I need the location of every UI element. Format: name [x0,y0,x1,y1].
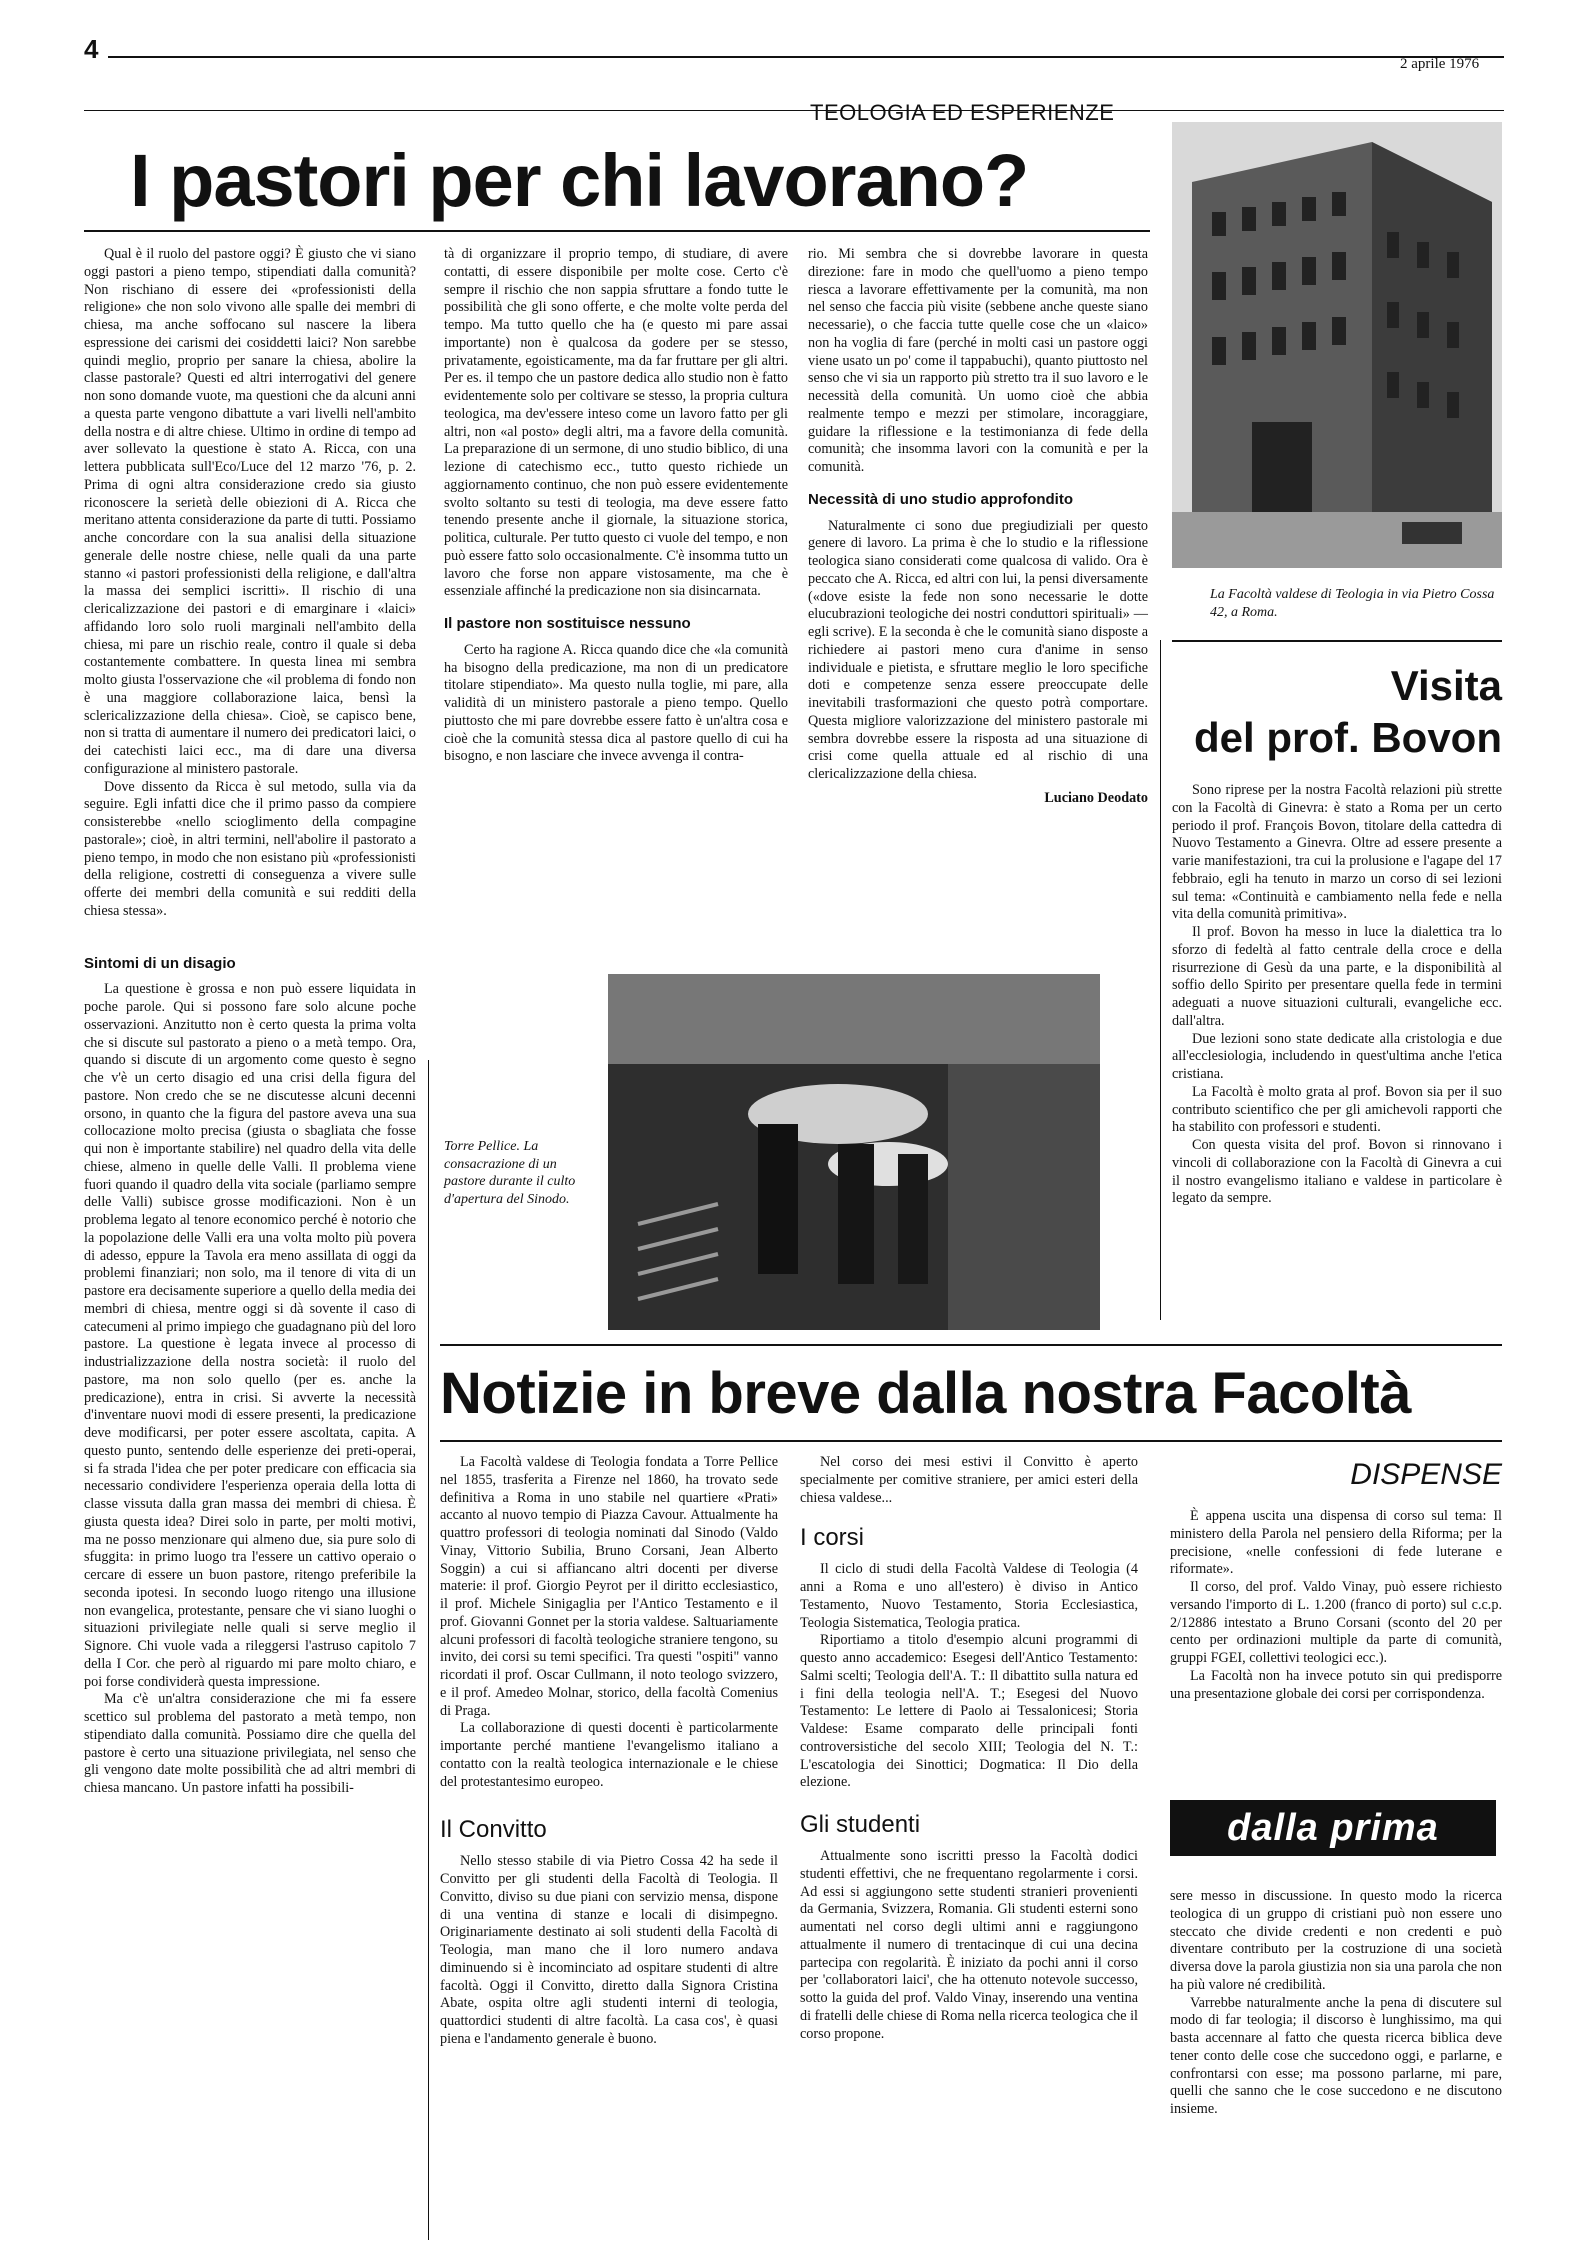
dispense-body [1170,1508,1502,1703]
paragraph: Certo ha ragione A. Ricca quando dice che «la comunità ha bisogno della predicazione, ma non di un predicatore titolare stipendiato». Ma questo nulla toglie, mi pare, alla validità di un ministero pastorale a pieno tempo. Quello piuttosto che mi pare dovrebbe essere fatto è un'altra cosa e cioè che la comunità stessa dica al pastore quello di cui ha bisogno, e non lasciare che invece avvenga il contra- [444,641,788,765]
section-rule [84,110,1504,111]
visita-rule [1172,640,1502,642]
notizie-title: Notizie in breve dalla nostra Facoltà [440,1361,1411,1426]
paragraph: La collaborazione di questi docenti è particolarmente importante perché mantiene l'evangelismo italiano a contatto con la realtà teologica internazionale e le chiese del protestantesimo europeo. [440,1720,778,1790]
subheading: Il pastore non sostituisce nessuno [444,615,691,632]
section-label: TEOLOGIA ED ESPERIENZE [810,100,1115,125]
column-rule [1160,640,1161,1320]
photo2-caption: Torre Pellice. La consacrazione di un pastore durante il culto d'apertura del Sinodo. [444,1139,576,1207]
paragraph: Sono riprese per la nostra Facoltà relazioni più strette con la Facoltà di Ginevra: è stato a Roma per un certo periodo il prof. François Bovon, titolare della cattedra di Nuovo Testamento a Ginevra. Oltre ad essere presente a varie manifestazioni, tra cui la prolusione e l'agape del 17 febbraio, egli ha tenuto in marzo un corso di sei lezioni sul tema: «Continuità e cambiamento nella fede e nella vita della comunità primitiva». [1172,782,1502,923]
studenti-heading: Gli studenti [800,1811,921,1838]
visita-body [1172,782,1502,1208]
paragraph: tà di organizzare il proprio tempo, di studiare, di avere contatti, di essere disponibile per molte cose. Certo c'è sempre il rischio che non sappia sfruttare a fondo tutte le possibilità che gli sono offerte, e che molte volte perda del tempo. Ma tutto quello che ha (e questo mi pare assai importante) non è qualcosa da godere per se stesso, privatamente, egoisticamente, ma da far fruttare per gli altri. Per es. il tempo che un pastore dedica allo studio non è fatto evidentemente solo per coltivare se stesso, la propria cultura teologica, ma dev'essere inteso come un lavoro fatto per gli altri, non «al posto» degli altri, ma a favore della comunità. La preparazione di un sermone, di uno studio biblico, di una lezione di catechismo ecc., tutto questo richiede un aggiornamento continuo, che non può essere evidentemente svolto soltanto su testi di teologia, ma deve essere fatto tenendo presente anche il giornale, la situazione storica, politica, culturale. Per tutto questo ci vuole del tempo, e non può essere fatto solo occasionalmente. C'è insomma tutto un lavoro che forse non appare vistosamente, ma che è essenziale affinché la predicazione non sia disincarnata. [444,246,788,600]
paragraph: Dove dissento da Ricca è sul metodo, sulla via da seguire. Egli infatti dice che il primo passo da compiere consisterebbe «nello scioglimento della compagine pastorale»; cioè, in altri termini, nell'abolire il pastorato a pieno tempo, in modo che non esistano più «professionisti della religione, costretti di conseguenza a vivere sulle offerte dei membri della comunità e sui redditi della chiesa stessa». [84,778,416,919]
paragraph: Il corso, del prof. Valdo Vinay, può essere richiesto versando l'importo di L. 1.200 (franco di porto) sul c.c.p. 2/12886 intestato a Bruno Corsani (sconto del 20 per cento per ordinazioni multiple da parte di comunità, gruppi FGEI, collettivi teologici ecc.). [1170,1579,1502,1666]
notizie-bottom-rule [440,1440,1502,1442]
header-rule [108,56,1504,58]
article-title: I pastori per chi lavorano? [130,139,1029,222]
page-number: 4 [84,34,99,64]
paragraph: Nello stesso stabile di via Pietro Cossa 42 ha sede il Convitto per gli studenti della Facoltà di Teologia. Il Convitto, diviso su due piani con servizio mensa, dispone di una ventina di stanze e locali di disimpegno. Originariamente destinato ai soli studenti della Facoltà di Teologia, man mano che il loro numero andava diminuendo si è incominciato ad ospitare studenti di altre facoltà. Oggi il Convitto, diretto dalla Signora Cristina Abate, ospita oltre agli studenti interni di teologia, quattordici studenti di altre facoltà. La casa cos', è quasi piena e l'andamento generale è buono. [440,1853,778,2047]
visita-title-1: Visita [1390,662,1502,709]
paragraph: La Facoltà non ha invece potuto sin qui predisporre una presentazione globale dei corsi per corrispondenza. [1170,1667,1502,1702]
dalla-prima-banner [1170,1800,1496,1856]
paragraph: Il ciclo di studi della Facoltà Valdese di Teologia (4 anni a Roma e uno all'estero) è diviso in Antico Testamento, Nuovo Testamento, Storia Ecclesiastica, Teologia Sistematica, Teologia pratica. [800,1561,1138,1631]
paragraph: È appena uscita una dispensa di corso sul tema: Il ministero della Parola nel pensiero della Riforma; per la precisione, «nelle confessioni di fede luterane e riformate». [1170,1508,1502,1578]
paragraph: Qual è il ruolo del pastore oggi? È giusto che vi siano oggi pastori a pieno tempo, stipendiati dalla comunità? Non rischiano di essere dei «professionisti della religione» che non solo vivono alle spalle dei membri di chiesa, ma anche soffocano sul nascere la libera espressione dei carismi dei cosiddetti laici? Non sarebbe quindi meglio, proprio per sanare la chiesa, abolire la classe pastorale? Questi ed altri interrogativi del genere non sono domande vuote, ma questioni che da alcuni anni a questa parte vengono dibattute a vari livelli nell'ambito della nostra e di altre chiese. Ultimo in ordine di tempo ad aver sollevato la questione è stato A. Ricca, con una lettera pubblicata sull'Eco/Luce del 12 marzo '76, p. 2. Prima di ogni altra considerazione credo sia giusto riconoscere la serietà delle obiezioni di A. Ricca che meritano attenta considerazione da parte di tutti. Possiamo anche concordare con la sua analisi della situazione generale delle nostre chiese, nelle quali da una parte stanno «i pastori professionisti della religione, e dall'altra la massa dei semplici iscritti». Il rischio di una clericalizzazione dei pastori e di emarginare i «laici» affidando loro solo ruoli marginali nell'ambito della chiesa, mi pare un rischio reale, contro il quale si deba costantemente combattere. In questa linea mi sembra molto giusta l'osservazione che «il problema di fondo non è una maggiore collaborazione laica, bensì la sclericalizzazione della chiesa». Cioè, se capisco bene, non si tratta di aumentare il numero dei predicatori laici, o dei catechisti laici ecc., ma di dare una diversa configurazione al ministero pastorale. [84,246,416,777]
notizie-col1 [440,1454,778,2049]
article1-col3 [808,246,1148,808]
paragraph: Ma c'è un'altra considerazione che mi fa essere scettico sul problema del pastorato a metà tempo, non stipendiato dalla comunità. Possiamo dire che quella del pastore è certo una situazione privilegiata, nel senso che gli vengono date molte possibilità che ad altri membri di chiesa mancano. Un pastore infatti ha possibili- [84,1691,416,1796]
paragraph: Con questa visita del prof. Bovon si rinnovano i vincoli di collaborazione con la Facoltà di Ginevra a cui il nostro evangelismo italiano e valdese in particolare è legato da sempre. [1172,1137,1502,1207]
subheading: Necessità di uno studio approfondito [808,490,1074,508]
subheading: Sintomi di un disagio [84,954,236,972]
paragraph: Il prof. Bovon ha messo in luce la dialettica tra lo sforzo di fedeltà al fatto centrale della croce e della risurrezione di Gesù da una parte, e la disponibilità al soffio dello Spirito per presentare quella fede in termini adeguati a nuove situazioni culturali, evangeliche ecc. dall'altra. [1172,924,1502,1029]
paragraph: Riportiamo a titolo d'esempio alcuni programmi di questo anno accademico: Esegesi dell'Antico Testamento: Salmi scelti; Teologia dell'A. T.: Il dibattito sulla natura ed i fini della teologia nell'A. T.; Esegesi del Nuovo Testamento: Le lettere di Paolo ai Tessalonicesi; Storia Valdese: Esame comparato delle principali fonti controversistiche del secolo XIII; Teologia del N. T.: L'escatologia dei Sinottici; Dogmatica: Il Dio della elezione. [800,1632,1138,1791]
column-rule [428,1060,429,2240]
visita-title-2: del prof. Bovon [1194,714,1502,761]
paragraph: La Facoltà valdese di Teologia fondata a Torre Pellice nel 1855, trasferita a Firenze nel 1860, ha trovato sede definitiva a Roma in uno stabile nel quartiere «Prati» accanto al nuovo tempio di Piazza Cavour. Attualmente ha quattro professori di teologia nominati dal Sinodo (Valdo Vinay, Vittorio Subilia, Bruno Corsani, Jean Alberto Soggin) a cui si affiancano altri docenti per diverse materie: il prof. Giorgio Peyrot per il diritto ecclesiastico, il prof. Michele Sinigaglia per l'Antico Testamento e il prof. Giovanni Gonnet per la storia valdese. Saltuariamente alcuni professori di facoltà teologiche straniere tengono, su invito, dei corsi su temi specifici. Tra questi "ospiti" vanno ricordati il prof. Oscar Cullmann, il noto teologo svizzero, e il prof. Amedeo Molnar, storico, della facoltà Comenius di Praga. [440,1454,778,1719]
article1-col2 [444,246,788,766]
paragraph: Naturalmente ci sono due pregiudiziali per questo genere di lavoro. La prima è che lo studio e la riflessione teologica siano considerati come qualcosa di valido. Ora è peccato che A. Ricca, ed altri con lui, la pensi diversamente («dove esiste la fede non sono necessarie le dotte elucubrazioni teologiche dei nostri conduttori spirituali» — egli scrive). E la seconda è che le comunità siano disposte a richiedere ai pastori meno cura d'anime in senso individuale e pietista, e sfruttare meglio le loro specifiche doti e competenze senza essere preoccupate delle inevitabili trasformazioni che questo potrà comportare. Questa migliore valorizzazione del ministero pastorale mi sembra dovrebbe essere la risposta ad una situazione di crisi come quella attuale ed al rischio di una clericalizzazione della chiesa. [808,517,1148,782]
dalla-prima-body [1170,1888,1502,2119]
paragraph: Attualmente sono iscritti presso la Facoltà dodici studenti effettivi, che ne frequentano regolarmente i corsi. Ad essi si aggiungono sette studenti stranieri provenienti da Germania, Svizzera, Romania. Gli studenti esterni sono aumentati nel corso degli ultimi anni e raggiungono attualmente il numero di trentacinque di cui una decina partecipa con regolarità. È iniziato da pochi anni il corso per 'collaboratori laici', che ha ottenuto notevole successo, sotto la guida del prof. Valdo Vinay, inserendo una ventina di fratelli delle chiese di Roma nella ricerca teologica che il corso propone. [800,1848,1138,2042]
faculty-building-photo [1172,122,1502,568]
notizie-top-rule [440,1344,1502,1346]
corsi-heading: I corsi [800,1524,865,1552]
convitto-heading: Il Convitto [440,1816,547,1844]
title-rule [84,230,1150,232]
paragraph: Due lezioni sono state dedicate alla cristologia e due all'ecclesiologia, includendo in quest'ultima anche l'etica cristiana. [1172,1030,1502,1082]
dalla-prima-label: dalla prima [1227,1806,1439,1849]
consecration-photo [608,974,1100,1330]
paragraph: Varrebbe naturalmente anche la pena di discutere sul modo di far teologia; il discorso è lunghissimo, ma qui basta accennare al fatto che questa ricerca biblica deve tener conto delle cose che succedono oggi, e parlarne, e confrontarsi con esse; ma possono parlarne, mi pare, quelli che sanno che le cose succedono e ne discutono insieme. [1170,1994,1502,2117]
paragraph: rio. Mi sembra che si dovrebbe lavorare in questa direzione: fare in modo che quell'uomo a pieno tempo riesca a lavorare effettivamente per la comunità, ma non nel senso che faccia più visite (sebbene anche queste siano necessarie), o che faccia tutte quelle cose che un «laico» non ha voglia di fare (perché in molti casi un pastore oggi viene usato un po' come il tappabuchi), quanto piuttosto nel senso che vi sia un rapporto più stretto tra il suo lavoro e le necessità della comunità. Un uomo cioè che abbia realmente tempo e mezzi per stimolare, incoraggiare, guidare la riflessione e la testimonianza di fede della comunità; che insomma lavori con la comunità e per la comunità. [808,246,1148,475]
paragraph: sere messo in discussione. In questo modo la ricerca teologica di un gruppo di cristiani può non essere uno steccato che divide credenti e non credenti e può diventare contributo per la costruzione di una società diversa dove la parola giustizia non sia una parola che non ha più valore né credibilità. [1170,1888,1502,1993]
notizie-col2 [800,1454,1138,2043]
photo1-caption: La Facoltà valdese di Teologia in via Pietro Cossa 42, a Roma. [1210,587,1495,620]
paragraph: La questione è grossa e non può essere liquidata in poche parole. Qui si possono fare solo alcune poche osservazioni. Anzitutto non è certo questa la prima volta che si discute sul pastorato a pieno o a metà tempo. Ora, quando si discute di un argomento come questo è segno che v'è un certo disagio ed una crisi della figura del pastore. Non credo che se ne discutesse alcuni decenni orsono, in quanto che la figura del pastore aveva una sua collocazione molto precisa (giusta o sbagliata che fosse qui non è importante stabilire) nel quadro della vita delle chiese, almeno in quelle delle Valli. Il problema viene fuori quando il quadro della vita sociale (parliamo sempre delle Valli) subisce grosse modificazioni. Non è un problema legato al tenore economico perché è notorio che la popolazione delle Valli era una volta molto più povera di adesso, eppure la Tavola era meno assillata di oggi da problemi finanziari; non solo, ma il tenore di vita di un pastore era decisamente superiore a quello della media dei membri di chiesa, mentre oggi si dà sovente il caso di catecumeni al primo impiego che guadagnano più del loro pastore. La questione è legata invece al processo di industrializzazione della nostra società: il ruolo del pastore, ma non solo quello (per es. anche la predicazione), entra in crisi. Si avverte la necessità d'inventare nuovi modi di essere presenti, la predicazione deve modificarsi, per poter essere ascoltata, capita. A questo punto, sentendo delle esperienze dei preti-operai, si fa strada l'idea che per poter predicare con efficacia sia necessario condividere l'esperienza operaia della lotta di classe vissuta dalla gran massa dei membri di chiesa. È giusta questa idea? Direi solo in parte, per molti motivi, ma ne posso menzionare qui almeno due, sia pure solo di sfuggita: in primo luogo tra l'essere un cattivo operaio o cercare di essere un buon pastore, ritengo preferibile la seconda ipotesi. In secondo luogo ritengo una illusione non evangelica, protestante, pensare che vi siano luoghi o situazioni privilegiate nelle quali si serve meglio il Signore. Chi vuole vada a rileggersi l'astruso capitolo 7 della I Cor. che però al riguardo mi pare molto chiaro, e poi forse condividerà questa impressione. [84,981,416,1690]
article1-col1 [84,246,416,1798]
paragraph: La Facoltà è molto grata al prof. Bovon sia per il suo contributo scientifico che per gli amichevoli rapporti che ha stabilito con professori e studenti. [1172,1083,1502,1136]
dispense-heading: DISPENSE [1350,1458,1502,1491]
author-signature: Luciano Deodato [1044,789,1148,806]
issue-date: 2 aprile 1976 [1400,56,1480,72]
paragraph: Nel corso dei mesi estivi il Convitto è aperto specialmente per comitive straniere, per amici esteri della chiesa valdese... [800,1454,1138,1506]
